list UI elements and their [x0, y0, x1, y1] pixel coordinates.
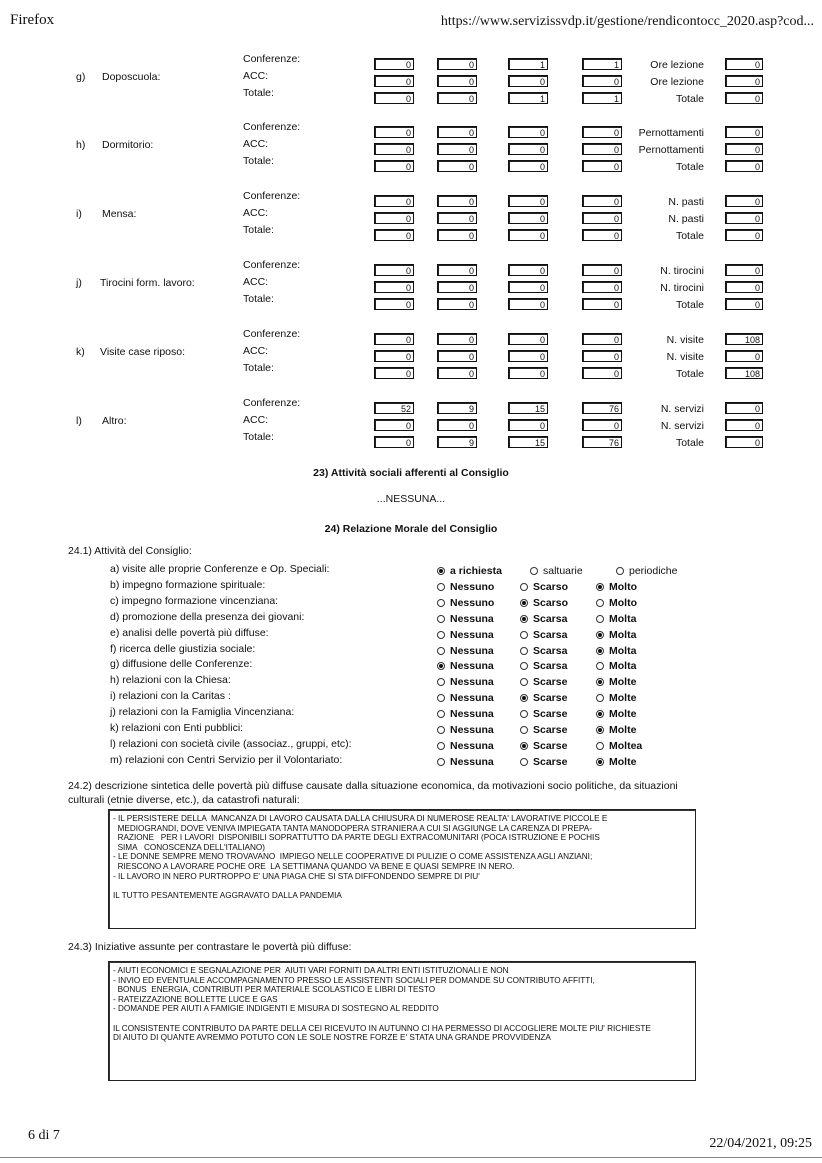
radio-option[interactable]: [520, 629, 567, 641]
value-field[interactable]: 0: [374, 58, 414, 70]
radio-option[interactable]: [437, 756, 494, 768]
radio-option[interactable]: [596, 597, 637, 609]
radio-option[interactable]: [437, 565, 502, 577]
question-label: i) relazioni con la Caritas :: [110, 690, 231, 703]
page-url: https://www.servizissvdp.it/gestione/rendicontocc_2020.asp?cod...: [440, 14, 814, 29]
value-field[interactable]: 0: [374, 143, 414, 155]
question-label: k) relazioni con Enti pubblici:: [110, 722, 244, 734]
unit-value-field[interactable]: 0: [725, 436, 763, 448]
radio-option[interactable]: [520, 740, 567, 752]
radio-unchecked-icon[interactable]: [437, 599, 445, 607]
value-field[interactable]: 0: [437, 58, 477, 70]
row-label-totale: Totale:: [243, 362, 274, 374]
radio-option[interactable]: [596, 645, 636, 657]
radio-option-label: a richiesta: [450, 565, 502, 577]
activity-name: Mensa:: [102, 208, 137, 220]
radio-option-label: Scarse: [533, 724, 568, 736]
question-label: l) relazioni con società civile (associaz., gruppi, etc):: [110, 737, 352, 750]
unit-value-field[interactable]: 0: [725, 160, 763, 172]
value-field[interactable]: 1: [508, 58, 548, 70]
radio-unchecked-icon[interactable]: [437, 758, 445, 766]
question-label: m) relazioni con Centri Servizio per il Volontariato:: [110, 753, 343, 766]
section-23-title: 23) Attività sociali afferenti al Consiglio: [313, 467, 509, 479]
value-field[interactable]: 0: [582, 298, 622, 310]
radio-option-label: Molto: [609, 596, 637, 609]
value-field[interactable]: 0: [582, 367, 622, 379]
radio-option-label: Molta: [609, 660, 637, 673]
row-label-conferenze: Conferenze:: [243, 53, 301, 65]
unit-value-field[interactable]: 0: [725, 58, 763, 70]
unit-label: Totale: [675, 230, 704, 242]
value-field[interactable]: 0: [374, 298, 414, 310]
radio-checked-icon[interactable]: [596, 631, 604, 639]
value-field[interactable]: 1: [508, 92, 548, 104]
radio-option-label: Molta: [609, 644, 637, 657]
radio-unchecked-icon[interactable]: [596, 615, 604, 623]
unit-label: Totale: [675, 93, 704, 105]
radio-option[interactable]: [520, 756, 567, 768]
value-field[interactable]: 0: [508, 143, 548, 155]
activity-name: Tirocini form. lavoro:: [100, 277, 195, 289]
radio-option-label: Molte: [609, 708, 637, 721]
radio-unchecked-icon[interactable]: [520, 726, 528, 734]
value-field[interactable]: 0: [374, 419, 414, 431]
radio-option-label: Nessuna: [450, 660, 494, 673]
value-field[interactable]: 0: [374, 367, 414, 379]
question-label: c) impegno formazione vincenziana:: [110, 594, 279, 607]
radio-option-label: Nessuna: [450, 644, 494, 657]
activity-name: Dormitorio:: [102, 139, 154, 151]
unit-value-field[interactable]: 0: [725, 212, 763, 224]
page-number: 6 di 7: [28, 1128, 60, 1143]
radio-unchecked-icon[interactable]: [616, 567, 624, 575]
unit-label: Totale: [675, 161, 704, 173]
row-label-totale: Totale:: [243, 87, 274, 99]
value-field[interactable]: 0: [437, 195, 477, 207]
radio-option-label: Scarse: [533, 692, 568, 705]
radio-unchecked-icon[interactable]: [437, 615, 445, 623]
radio-option-label: periodiche: [629, 565, 678, 577]
radio-unchecked-icon[interactable]: [520, 647, 528, 655]
radio-option[interactable]: [520, 581, 568, 593]
unit-label: Totale: [675, 368, 704, 380]
radio-unchecked-icon[interactable]: [530, 567, 538, 575]
print-datetime: 22/04/2021, 09:25: [709, 1136, 812, 1151]
radio-option[interactable]: [616, 565, 677, 577]
value-field[interactable]: 15: [508, 436, 548, 448]
section-24-title: 24) Relazione Morale del Consiglio: [324, 523, 498, 535]
unit-value-field[interactable]: 0: [725, 92, 763, 104]
radio-option[interactable]: [437, 581, 494, 593]
radio-option[interactable]: [437, 660, 494, 672]
radio-option-label: Nessuna: [450, 692, 494, 705]
value-field[interactable]: 0: [437, 419, 477, 431]
radio-option[interactable]: [520, 660, 567, 672]
radio-unchecked-icon[interactable]: [520, 662, 528, 670]
value-field[interactable]: 0: [374, 333, 414, 345]
value-field[interactable]: 0: [374, 160, 414, 172]
row-label-conferenze: Conferenze:: [243, 121, 301, 133]
question-label: a) visite alle proprie Conferenze e Op. Speciali:: [110, 563, 330, 575]
unit-value-field[interactable]: 0: [725, 350, 763, 362]
radio-option[interactable]: [520, 645, 567, 657]
unit-label: N. visite: [666, 351, 704, 363]
unit-value-field[interactable]: 0: [725, 298, 763, 310]
section-24-1-heading: 24.1) Attività del Consiglio:: [68, 545, 192, 557]
radio-option[interactable]: [596, 708, 636, 720]
row-label-conferenze: Conferenze:: [243, 328, 301, 340]
radio-unchecked-icon[interactable]: [437, 631, 445, 639]
unit-label: Ore lezione: [650, 59, 704, 71]
value-field[interactable]: 0: [374, 229, 414, 241]
value-field[interactable]: 0: [374, 195, 414, 207]
radio-option[interactable]: [437, 645, 494, 657]
unit-label: N. tirocini: [660, 265, 704, 277]
radio-option-label: Scarso: [533, 580, 569, 593]
row-label-acc: ACC:: [243, 276, 269, 288]
section-23-text: ...NESSUNA...: [376, 493, 446, 505]
value-field[interactable]: 0: [437, 264, 477, 276]
value-field[interactable]: 0: [508, 212, 548, 224]
value-field[interactable]: 0: [508, 229, 548, 241]
radio-option-label: Scarse: [533, 739, 568, 752]
activity-name: Doposcuola:: [102, 71, 161, 83]
activity-letter: g): [76, 71, 86, 83]
value-field[interactable]: 0: [582, 281, 622, 293]
radio-option-label: Scarsa: [533, 612, 568, 625]
value-field[interactable]: 0: [374, 92, 414, 104]
radio-option-label: Nessuno: [450, 596, 495, 609]
value-field[interactable]: 0: [437, 367, 477, 379]
radio-unchecked-icon[interactable]: [437, 678, 445, 686]
unit-label: Totale: [675, 299, 704, 311]
value-field[interactable]: 76: [582, 436, 622, 448]
radio-option-label: saltuarie: [543, 565, 583, 577]
row-label-totale: Totale:: [243, 155, 274, 167]
value-field[interactable]: 0: [508, 419, 548, 431]
value-field[interactable]: 0: [437, 212, 477, 224]
unit-label: Totale: [675, 437, 704, 449]
value-field[interactable]: 0: [437, 160, 477, 172]
value-field[interactable]: 1: [582, 92, 622, 104]
value-field[interactable]: 0: [508, 333, 548, 345]
row-label-conferenze: Conferenze:: [243, 190, 301, 202]
value-field[interactable]: 0: [582, 264, 622, 276]
radio-option[interactable]: [596, 724, 636, 736]
radio-checked-icon[interactable]: [596, 583, 604, 591]
radio-option[interactable]: [596, 629, 636, 641]
row-label-totale: Totale:: [243, 293, 274, 305]
unit-label: N. servizi: [660, 403, 704, 415]
browser-name: Firefox: [10, 12, 55, 28]
unit-value-field[interactable]: 0: [725, 195, 763, 207]
radio-option[interactable]: [596, 660, 636, 672]
radio-unchecked-icon[interactable]: [437, 742, 445, 750]
row-label-acc: ACC:: [243, 414, 269, 426]
initiatives-textarea[interactable]: - AIUTI ECONOMICI E SEGNALAZIONE PER AIUTI VARI FORNITI DA ALTRI ENTI ISTITUZIONALI E NON - INVIO ED EVENTUALE ACCOMPAGNAMENTO PRESSO LE ASSISTENTI SOCIALI PER DOMANDE SU CONTRIBUTO AFFITTI, BONUS ENERGIA, CONTRIBUTI PER MATERIALE SCOLASTICO E LIBRI DI TESTO - RATEIZZAZIONE BOLLETTE LUCE E GAS - DOMANDE PER AIUTI A FAMIGIE INDIGENTI E MISURA DI SOSTEGNO AL REDDITO IL CONSISTENTE CONTRIBUTO DA PARTE DELLA CEI RICEVUTO IN AUTUNNO CI HA PERMESSO DI ACCOGLIERE MOLTE PIU' RICHIESTE DI AIUTO DI QUANTE AVREMMO POTUTO CON LE SOLE NOSTRE FORZE E' STATA UNA GRANDE PROVVIDENZA: [108, 961, 696, 1081]
question-label: j) relazioni con la Famiglia Vincenziana:: [110, 706, 295, 719]
question-label: f) ricerca delle giustizia sociale:: [110, 642, 256, 655]
radio-option[interactable]: [437, 692, 494, 704]
value-field[interactable]: 0: [437, 281, 477, 293]
unit-label: Pernottamenti: [638, 144, 704, 156]
radio-option-label: Nessuna: [450, 739, 494, 752]
unit-value-field[interactable]: 0: [725, 75, 763, 87]
value-field[interactable]: 0: [508, 298, 548, 310]
radio-checked-icon[interactable]: [520, 615, 528, 623]
radio-option-label: Scarse: [533, 676, 568, 689]
value-field[interactable]: 0: [582, 160, 622, 172]
value-field[interactable]: 0: [374, 264, 414, 276]
radio-option-label: Scarse: [533, 708, 568, 721]
radio-option-label: Nessuna: [450, 612, 494, 625]
value-field[interactable]: 0: [582, 143, 622, 155]
radio-option[interactable]: [520, 692, 567, 704]
radio-option[interactable]: [596, 581, 637, 593]
radio-option[interactable]: [437, 597, 494, 609]
radio-option-label: Molta: [609, 628, 637, 641]
unit-label: N. visite: [666, 334, 704, 346]
radio-option-label: Scarsa: [533, 628, 568, 641]
row-label-totale: Totale:: [243, 431, 274, 443]
radio-unchecked-icon[interactable]: [596, 742, 604, 750]
radio-option-label: Nessuna: [450, 708, 494, 721]
value-field[interactable]: 0: [582, 75, 622, 87]
activity-letter: k): [76, 346, 85, 358]
radio-checked-icon[interactable]: [520, 742, 528, 750]
value-field[interactable]: 0: [508, 350, 548, 362]
value-field[interactable]: 9: [437, 436, 477, 448]
value-field[interactable]: 0: [374, 212, 414, 224]
row-label-acc: ACC:: [243, 70, 269, 82]
question-label: g) diffusione delle Conferenze:: [110, 658, 253, 671]
radio-option[interactable]: [520, 724, 567, 736]
radio-option-label: Nessuna: [450, 676, 494, 689]
radio-option[interactable]: [520, 597, 568, 609]
unit-value-field[interactable]: 0: [725, 126, 763, 138]
value-field[interactable]: 0: [374, 126, 414, 138]
unit-label: Pernottamenti: [638, 127, 704, 139]
unit-value-field[interactable]: 0: [725, 281, 763, 293]
value-field[interactable]: 0: [582, 350, 622, 362]
radio-unchecked-icon[interactable]: [520, 710, 528, 718]
radio-unchecked-icon[interactable]: [520, 758, 528, 766]
radio-option[interactable]: [520, 708, 567, 720]
poverty-description-textarea[interactable]: - IL PERSISTERE DELLA MANCANZA DI LAVORO CAUSATA DALLA CHIUSURA DI NUMEROSE REALTA' LAVORATIVE PICCOLE E MEDIOGRANDI, DOVE VENIVA IMPIEGATA TANTA MANODOPERA STRANIERA A CUI SI AGGIUNGE LA CARENZA DI PREPA- RAZIONE PER I LAVORI DISPONIBILI SOPRATTUTTO DA PARTE DEGLI EXTRACOMUNITARI (POCA ISTRUZIONE E POCHIS SIMA CONOSCENZA DELL'ITALIANO) - LE DONNE SEMPRE MENO TROVAVANO IMPIEGO NELLE COOPERATIVE DI PULIZIE O COME ASSISTENZA AGLI ANZIANI; RIESCONO A LAVORARE POCHE ORE LA SETTIMANA QUANDO VA BENE E QUASI SEMPRE IN NERO. - IL LAVORO IN NERO PURTROPPO E' UNA PIAGA CHE SI STA DIFFONDENDO SEMPRE DI PIU' IL TUTTO PESANTEMENTE AGGRAVATO DALLA PANDEMIA: [108, 809, 696, 929]
unit-label: Ore lezione: [650, 76, 704, 88]
unit-value-field[interactable]: 0: [725, 264, 763, 276]
value-field[interactable]: 0: [582, 195, 622, 207]
value-field[interactable]: 0: [582, 419, 622, 431]
value-field[interactable]: 0: [508, 126, 548, 138]
radio-unchecked-icon[interactable]: [520, 631, 528, 639]
radio-checked-icon[interactable]: [437, 567, 445, 575]
value-field[interactable]: 0: [437, 229, 477, 241]
activity-name: Altro:: [102, 415, 127, 427]
radio-option-label: Nessuno: [450, 580, 495, 593]
radio-option-label: Nessuna: [450, 755, 494, 768]
unit-value-field[interactable]: 0: [725, 143, 763, 155]
unit-label: N. servizi: [660, 420, 704, 432]
value-field[interactable]: 0: [374, 75, 414, 87]
unit-value-field[interactable]: 0: [725, 229, 763, 241]
radio-unchecked-icon[interactable]: [520, 583, 528, 591]
radio-option[interactable]: [437, 629, 494, 641]
value-field[interactable]: 0: [437, 75, 477, 87]
unit-value-field[interactable]: 108: [725, 333, 763, 345]
radio-option-label: Molta: [609, 612, 637, 625]
radio-option[interactable]: [596, 756, 636, 768]
radio-option-label: Nessuna: [450, 724, 494, 736]
value-field[interactable]: 0: [437, 333, 477, 345]
row-label-acc: ACC:: [243, 207, 269, 219]
value-field[interactable]: 0: [508, 281, 548, 293]
unit-label: N. tirocini: [660, 282, 704, 294]
value-field[interactable]: 1: [582, 58, 622, 70]
question-label: h) relazioni con la Chiesa:: [110, 674, 231, 687]
activity-letter: j): [76, 277, 82, 289]
unit-label: N. pasti: [668, 213, 704, 225]
question-label: e) analisi delle povertà più diffuse:: [110, 626, 269, 639]
row-label-totale: Totale:: [243, 224, 274, 236]
radio-option-label: Scarsa: [533, 644, 568, 657]
value-field[interactable]: 15: [508, 402, 548, 414]
radio-option[interactable]: [596, 676, 636, 688]
value-field[interactable]: 0: [437, 92, 477, 104]
radio-option[interactable]: [520, 613, 567, 625]
value-field[interactable]: 0: [508, 195, 548, 207]
radio-option-label: Moltea: [609, 739, 643, 752]
radio-checked-icon[interactable]: [596, 678, 604, 686]
value-field[interactable]: 0: [582, 126, 622, 138]
value-field[interactable]: 0: [437, 126, 477, 138]
radio-option[interactable]: [437, 724, 494, 736]
radio-option-label: Scarsa: [533, 660, 568, 673]
value-field[interactable]: 0: [582, 212, 622, 224]
radio-option[interactable]: [437, 740, 494, 752]
radio-option-label: Molte: [609, 724, 637, 736]
radio-option[interactable]: [437, 708, 494, 720]
radio-option[interactable]: [596, 740, 642, 752]
value-field[interactable]: 0: [437, 298, 477, 310]
radio-option[interactable]: [530, 565, 583, 577]
row-label-conferenze: Conferenze:: [243, 397, 301, 409]
activity-name: Visite case riposo:: [100, 346, 186, 358]
radio-checked-icon[interactable]: [437, 662, 445, 670]
value-field[interactable]: 0: [582, 229, 622, 241]
value-field[interactable]: 0: [374, 350, 414, 362]
radio-option-label: Scarso: [533, 596, 569, 609]
radio-option-label: Molte: [609, 755, 637, 768]
section-24-2-heading: 24.2) descrizione sintetica delle povertà più diffuse causate dalla situazione economica, da motivazioni socio politiche, da situazioni culturali (etnie diverse, etc.), da catastrofi naturali:: [68, 780, 678, 806]
activity-letter: i): [76, 208, 82, 220]
radio-checked-icon[interactable]: [596, 647, 604, 655]
radio-unchecked-icon[interactable]: [437, 647, 445, 655]
value-field[interactable]: 9: [437, 402, 477, 414]
bottom-divider: [0, 1157, 822, 1158]
unit-value-field[interactable]: 108: [725, 367, 763, 379]
radio-option[interactable]: [596, 613, 636, 625]
section-24-3-heading: 24.3) Iniziative assunte per contrastare le povertà più diffuse:: [68, 941, 352, 953]
radio-unchecked-icon[interactable]: [596, 599, 604, 607]
value-field[interactable]: 0: [437, 350, 477, 362]
radio-option[interactable]: [437, 613, 494, 625]
radio-checked-icon[interactable]: [520, 599, 528, 607]
radio-checked-icon[interactable]: [596, 758, 604, 766]
radio-unchecked-icon[interactable]: [437, 726, 445, 734]
radio-unchecked-icon[interactable]: [596, 662, 604, 670]
radio-option[interactable]: [596, 692, 636, 704]
value-field[interactable]: 0: [374, 281, 414, 293]
radio-option[interactable]: [437, 676, 494, 688]
radio-checked-icon[interactable]: [596, 726, 604, 734]
question-label: d) promozione della presenza dei giovani:: [110, 610, 305, 623]
radio-option[interactable]: [520, 676, 567, 688]
unit-value-field[interactable]: 0: [725, 419, 763, 431]
value-field[interactable]: 52: [374, 402, 414, 414]
row-label-acc: ACC:: [243, 138, 269, 150]
radio-unchecked-icon[interactable]: [437, 710, 445, 718]
radio-checked-icon[interactable]: [520, 694, 528, 702]
value-field[interactable]: 0: [437, 143, 477, 155]
radio-unchecked-icon[interactable]: [596, 694, 604, 702]
radio-checked-icon[interactable]: [596, 710, 604, 718]
row-label-conferenze: Conferenze:: [243, 259, 301, 271]
activity-letter: l): [76, 415, 82, 427]
value-field[interactable]: 0: [508, 75, 548, 87]
value-field[interactable]: 0: [508, 264, 548, 276]
radio-option-label: Scarse: [533, 755, 568, 768]
radio-option-label: Nessuna: [450, 628, 494, 641]
value-field[interactable]: 0: [582, 333, 622, 345]
unit-label: N. pasti: [668, 196, 704, 208]
radio-unchecked-icon[interactable]: [520, 678, 528, 686]
value-field[interactable]: 0: [508, 160, 548, 172]
activity-letter: h): [76, 139, 86, 151]
unit-value-field[interactable]: 0: [725, 402, 763, 414]
radio-option-label: Molte: [609, 676, 637, 689]
radio-unchecked-icon[interactable]: [437, 583, 445, 591]
value-field[interactable]: 76: [582, 402, 622, 414]
radio-unchecked-icon[interactable]: [437, 694, 445, 702]
question-label: b) impegno formazione spirituale:: [110, 578, 266, 591]
radio-option-label: Molte: [609, 692, 637, 705]
radio-option-label: Molto: [609, 580, 637, 593]
value-field[interactable]: 0: [374, 436, 414, 448]
value-field[interactable]: 0: [508, 367, 548, 379]
row-label-acc: ACC:: [243, 345, 269, 357]
